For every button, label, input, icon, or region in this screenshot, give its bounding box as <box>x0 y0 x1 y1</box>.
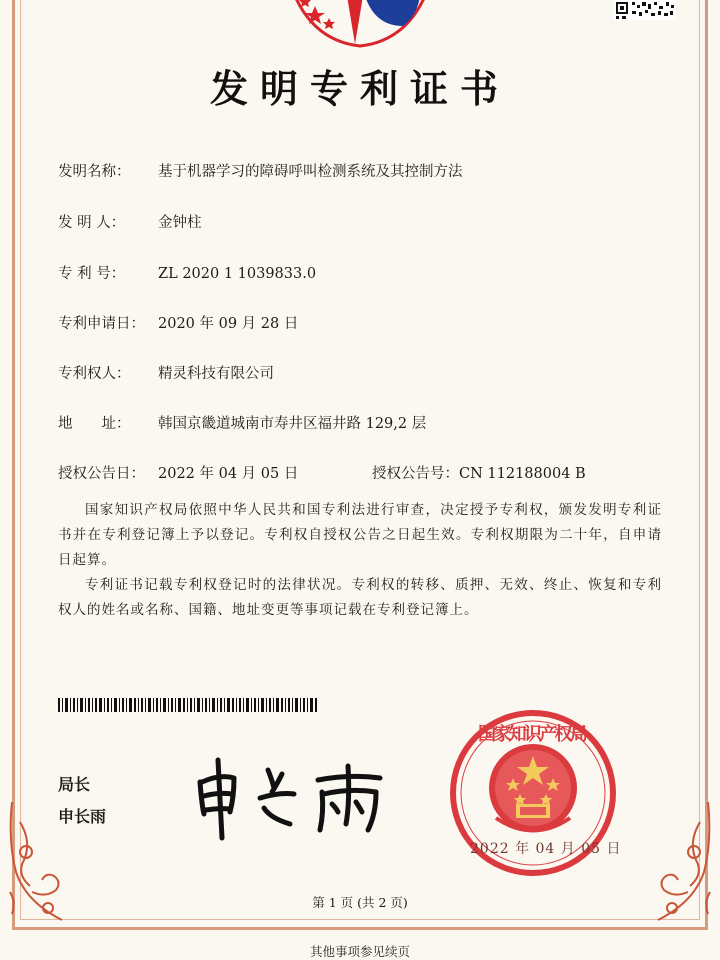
field-label: 专 利 号： <box>58 266 126 282</box>
grant-number-value: CN 112188004 B <box>459 466 586 482</box>
handwritten-signature-icon <box>190 752 390 842</box>
legal-paragraph-1: 国家知识产权局依照中华人民共和国专利法进行审查，决定授予专利权，颁发发明专利证书并在专利登记簿上予以登记。专利权自授权公告之日起生效。专利权期限为二十年，自申请日起算。 <box>58 502 662 568</box>
inventor-row <box>58 211 202 232</box>
continuation-note: 其他事项参见续页 <box>309 944 410 959</box>
legal-paragraph-2: 专利证书记载专利权登记时的法律状况。专利权的转移、质押、无效、终止、恢复和专利权人的姓名或名称、国籍、地址变更等事项记载在专利登记簿上。 <box>58 577 662 618</box>
field-label: 专利权人： <box>58 366 131 382</box>
inventor-value: 金钟柱 <box>158 215 202 231</box>
patentee-value: 精灵科技有限公司 <box>158 366 274 382</box>
field-label: 授权公告号： <box>372 466 459 482</box>
field-label: 发 明 人： <box>58 215 126 231</box>
address-row <box>58 412 426 433</box>
grant-date-value: 2022 年 04 月 05 日 <box>158 466 299 482</box>
grant-date-row <box>58 462 298 483</box>
seal-date: 2022 年 04 月 05 日 <box>470 841 622 857</box>
certificate-title: 发明专利证书 <box>209 66 510 111</box>
invention-name-row <box>58 160 463 181</box>
qr-code-icon <box>614 0 676 20</box>
field-label: 授权公告日： <box>58 466 145 482</box>
patent-number-value: ZL 2020 1 1039833.0 <box>158 266 317 282</box>
patentee-row <box>58 362 274 383</box>
barcode-icon <box>58 698 318 712</box>
address-value: 韩国京畿道城南市寿井区福井路 129,2 层 <box>158 416 427 432</box>
filing-date-row <box>58 312 298 333</box>
filing-date-value: 2020 年 09 月 28 日 <box>158 316 299 332</box>
field-label: 地 址： <box>58 416 131 432</box>
patent-number-row <box>58 262 316 283</box>
grant-number-row <box>372 462 586 483</box>
cnipa-logo-icon <box>285 0 435 48</box>
invention-name-value: 基于机器学习的障碍呼叫检测系统及其控制方法 <box>158 164 463 180</box>
signatory-title: 局长 <box>58 775 91 794</box>
page-number: 第 1 页 (共 2 页) <box>312 895 408 910</box>
seal-text: 国家知识产权局 <box>478 724 588 745</box>
signatory-name: 申长雨 <box>58 807 107 826</box>
field-label: 专利申请日： <box>58 316 145 332</box>
field-label: 发明名称： <box>58 164 131 180</box>
